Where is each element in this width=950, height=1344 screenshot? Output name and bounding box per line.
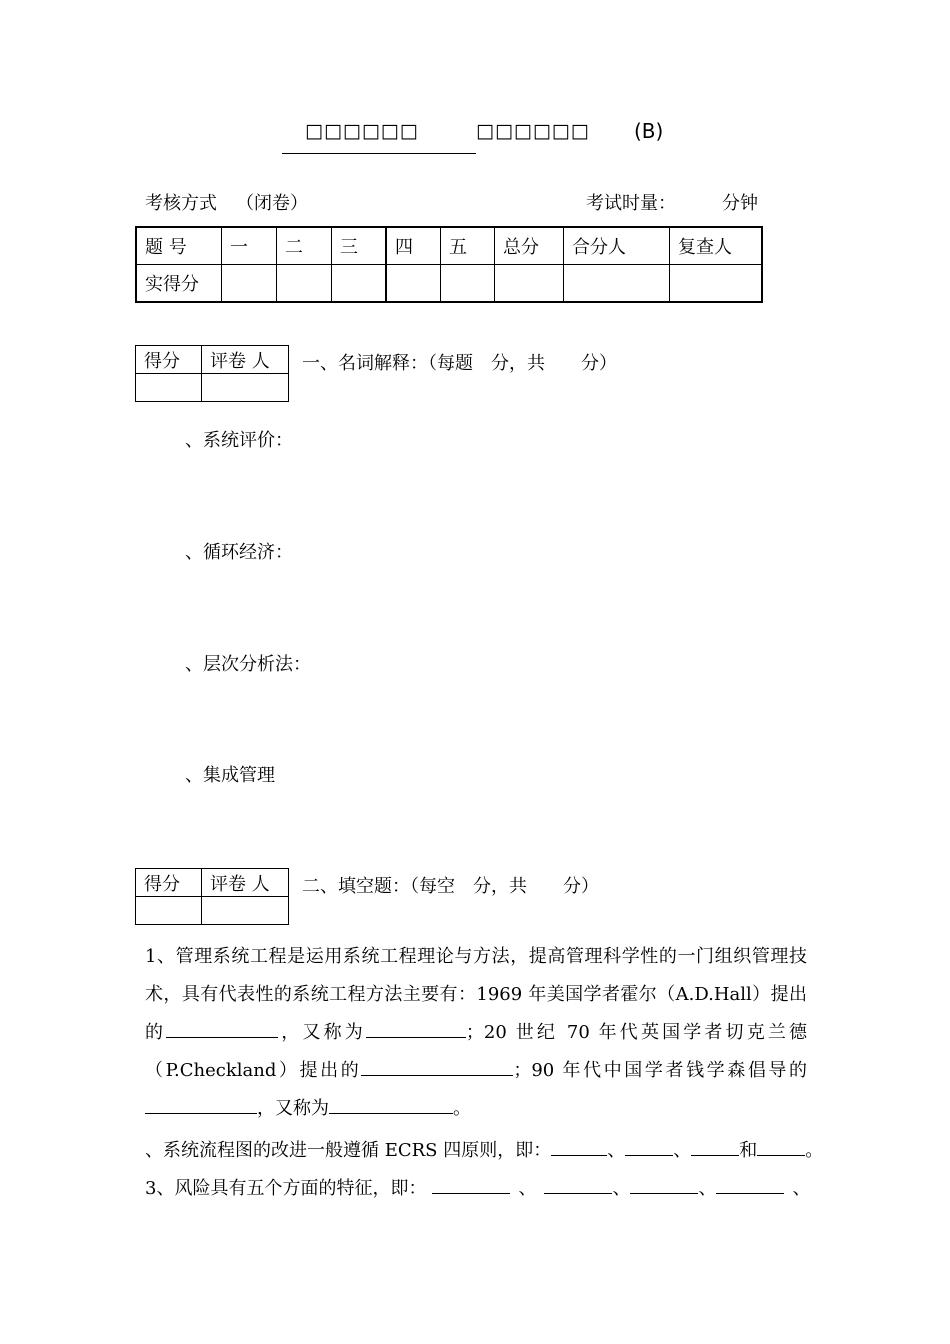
exam-title-right: □□□□□□ — [476, 120, 590, 142]
fill-question-1 — [145, 938, 807, 1128]
cell-score-q5[interactable] — [441, 265, 495, 303]
term-item-2: 、循环经济： — [185, 542, 293, 563]
q3-sep-3: 、 — [698, 1178, 717, 1199]
cell-q2: 二 — [277, 227, 332, 265]
cell-question-number: 题 号 — [136, 227, 222, 265]
q1-blank-2[interactable] — [366, 1019, 466, 1038]
cell-reviewer: 复查人 — [670, 227, 763, 265]
grader-score-label: 得分 — [136, 869, 202, 897]
q2-and: 和 — [739, 1140, 758, 1161]
q3-sep-1: 、 — [518, 1178, 537, 1199]
q1-blank-4[interactable] — [145, 1095, 257, 1114]
grader-score-label: 得分 — [136, 346, 202, 374]
q2-blank-2[interactable] — [625, 1137, 673, 1156]
grader-name-label: 评卷 人 — [202, 346, 289, 374]
q1-blank-3[interactable] — [361, 1057, 513, 1076]
score-table-header-row — [136, 227, 762, 265]
cell-score-scorer[interactable] — [564, 265, 670, 303]
section2-heading: 二、填空题：（每空 分，共 分） — [302, 876, 599, 897]
grader-box-section2 — [135, 868, 289, 925]
fill-question-3 — [145, 1174, 810, 1200]
exam-method-value: （闭卷） — [236, 193, 308, 214]
term-item-4: 、集成管理 — [185, 765, 275, 786]
fill-question-2 — [145, 1136, 823, 1162]
q2-sep-1: 、 — [607, 1140, 626, 1161]
q3-sep-4: 、 — [792, 1178, 811, 1199]
q2-blank-3[interactable] — [691, 1137, 739, 1156]
cell-score-q2[interactable] — [277, 265, 332, 303]
cell-score-q4[interactable] — [386, 265, 441, 303]
grader-score-cell[interactable] — [136, 897, 202, 925]
cell-q4: 四 — [386, 227, 441, 265]
cell-score-q1[interactable] — [222, 265, 277, 303]
q3-text: 3、风险具有五个方面的特征，即： — [145, 1178, 427, 1199]
cell-q1: 一 — [222, 227, 277, 265]
q1-blank-1[interactable] — [166, 1019, 278, 1038]
cell-score-reviewer[interactable] — [670, 265, 763, 303]
q2-end: 。 — [805, 1140, 824, 1161]
exam-time-unit: 分钟 — [722, 193, 758, 214]
grader-box-section1 — [135, 345, 289, 402]
q1-text-1: 1、管理系统工程是运用系统工程理论与方法，提高管理科学性的一门组织管理技术，具有代表性的系统工程方法主要有：1969 年美国学者霍尔（A.D.Hall）提出的 — [145, 946, 807, 1043]
title-underline — [282, 153, 476, 154]
q3-blank-2[interactable] — [544, 1175, 612, 1194]
cell-actual-score-label: 实得分 — [136, 265, 222, 303]
q3-blank-1[interactable] — [432, 1175, 510, 1194]
q2-blank-4[interactable] — [757, 1137, 805, 1156]
q2-blank-1[interactable] — [551, 1137, 607, 1156]
q3-blank-4[interactable] — [716, 1175, 784, 1194]
term-item-3: 、层次分析法： — [185, 654, 311, 675]
cell-q5: 五 — [441, 227, 495, 265]
paper-type-label: (B) — [634, 119, 664, 143]
term-item-1: 、系统评价： — [185, 430, 293, 451]
q1-text-3: ；20 世纪 70 年代英国学者切克兰德（P.Checkland）提出的 — [145, 1022, 808, 1081]
cell-score-total[interactable] — [495, 265, 564, 303]
exam-title-left: □□□□□□ — [305, 120, 419, 142]
q2-text: 、系统流程图的改进一般遵循 ECRS 四原则，即： — [145, 1140, 552, 1161]
exam-method-label: 考核方式 — [145, 193, 217, 214]
q1-text-2: ，又称为 — [278, 1022, 366, 1043]
q2-sep-2: 、 — [673, 1140, 692, 1161]
q1-text-6: 。 — [453, 1098, 471, 1119]
grader-name-label: 评卷 人 — [202, 869, 289, 897]
score-table — [135, 226, 763, 303]
exam-time-label: 考试时量： — [586, 193, 676, 214]
q1-text-5: ，又称为 — [257, 1098, 329, 1119]
score-table-score-row — [136, 265, 762, 303]
cell-q3: 三 — [332, 227, 387, 265]
grader-score-cell[interactable] — [136, 374, 202, 402]
cell-score-q3[interactable] — [332, 265, 387, 303]
cell-scorer: 合分人 — [564, 227, 670, 265]
q3-sep-2: 、 — [612, 1178, 631, 1199]
grader-name-cell[interactable] — [202, 374, 289, 402]
grader-name-cell[interactable] — [202, 897, 289, 925]
section1-heading: 一、名词解释：（每题 分，共 分） — [302, 353, 617, 374]
q1-text-4: ；90 年代中国学者钱学森倡导的 — [513, 1060, 808, 1081]
cell-total: 总分 — [495, 227, 564, 265]
q3-blank-3[interactable] — [630, 1175, 698, 1194]
q1-blank-5[interactable] — [329, 1095, 453, 1114]
